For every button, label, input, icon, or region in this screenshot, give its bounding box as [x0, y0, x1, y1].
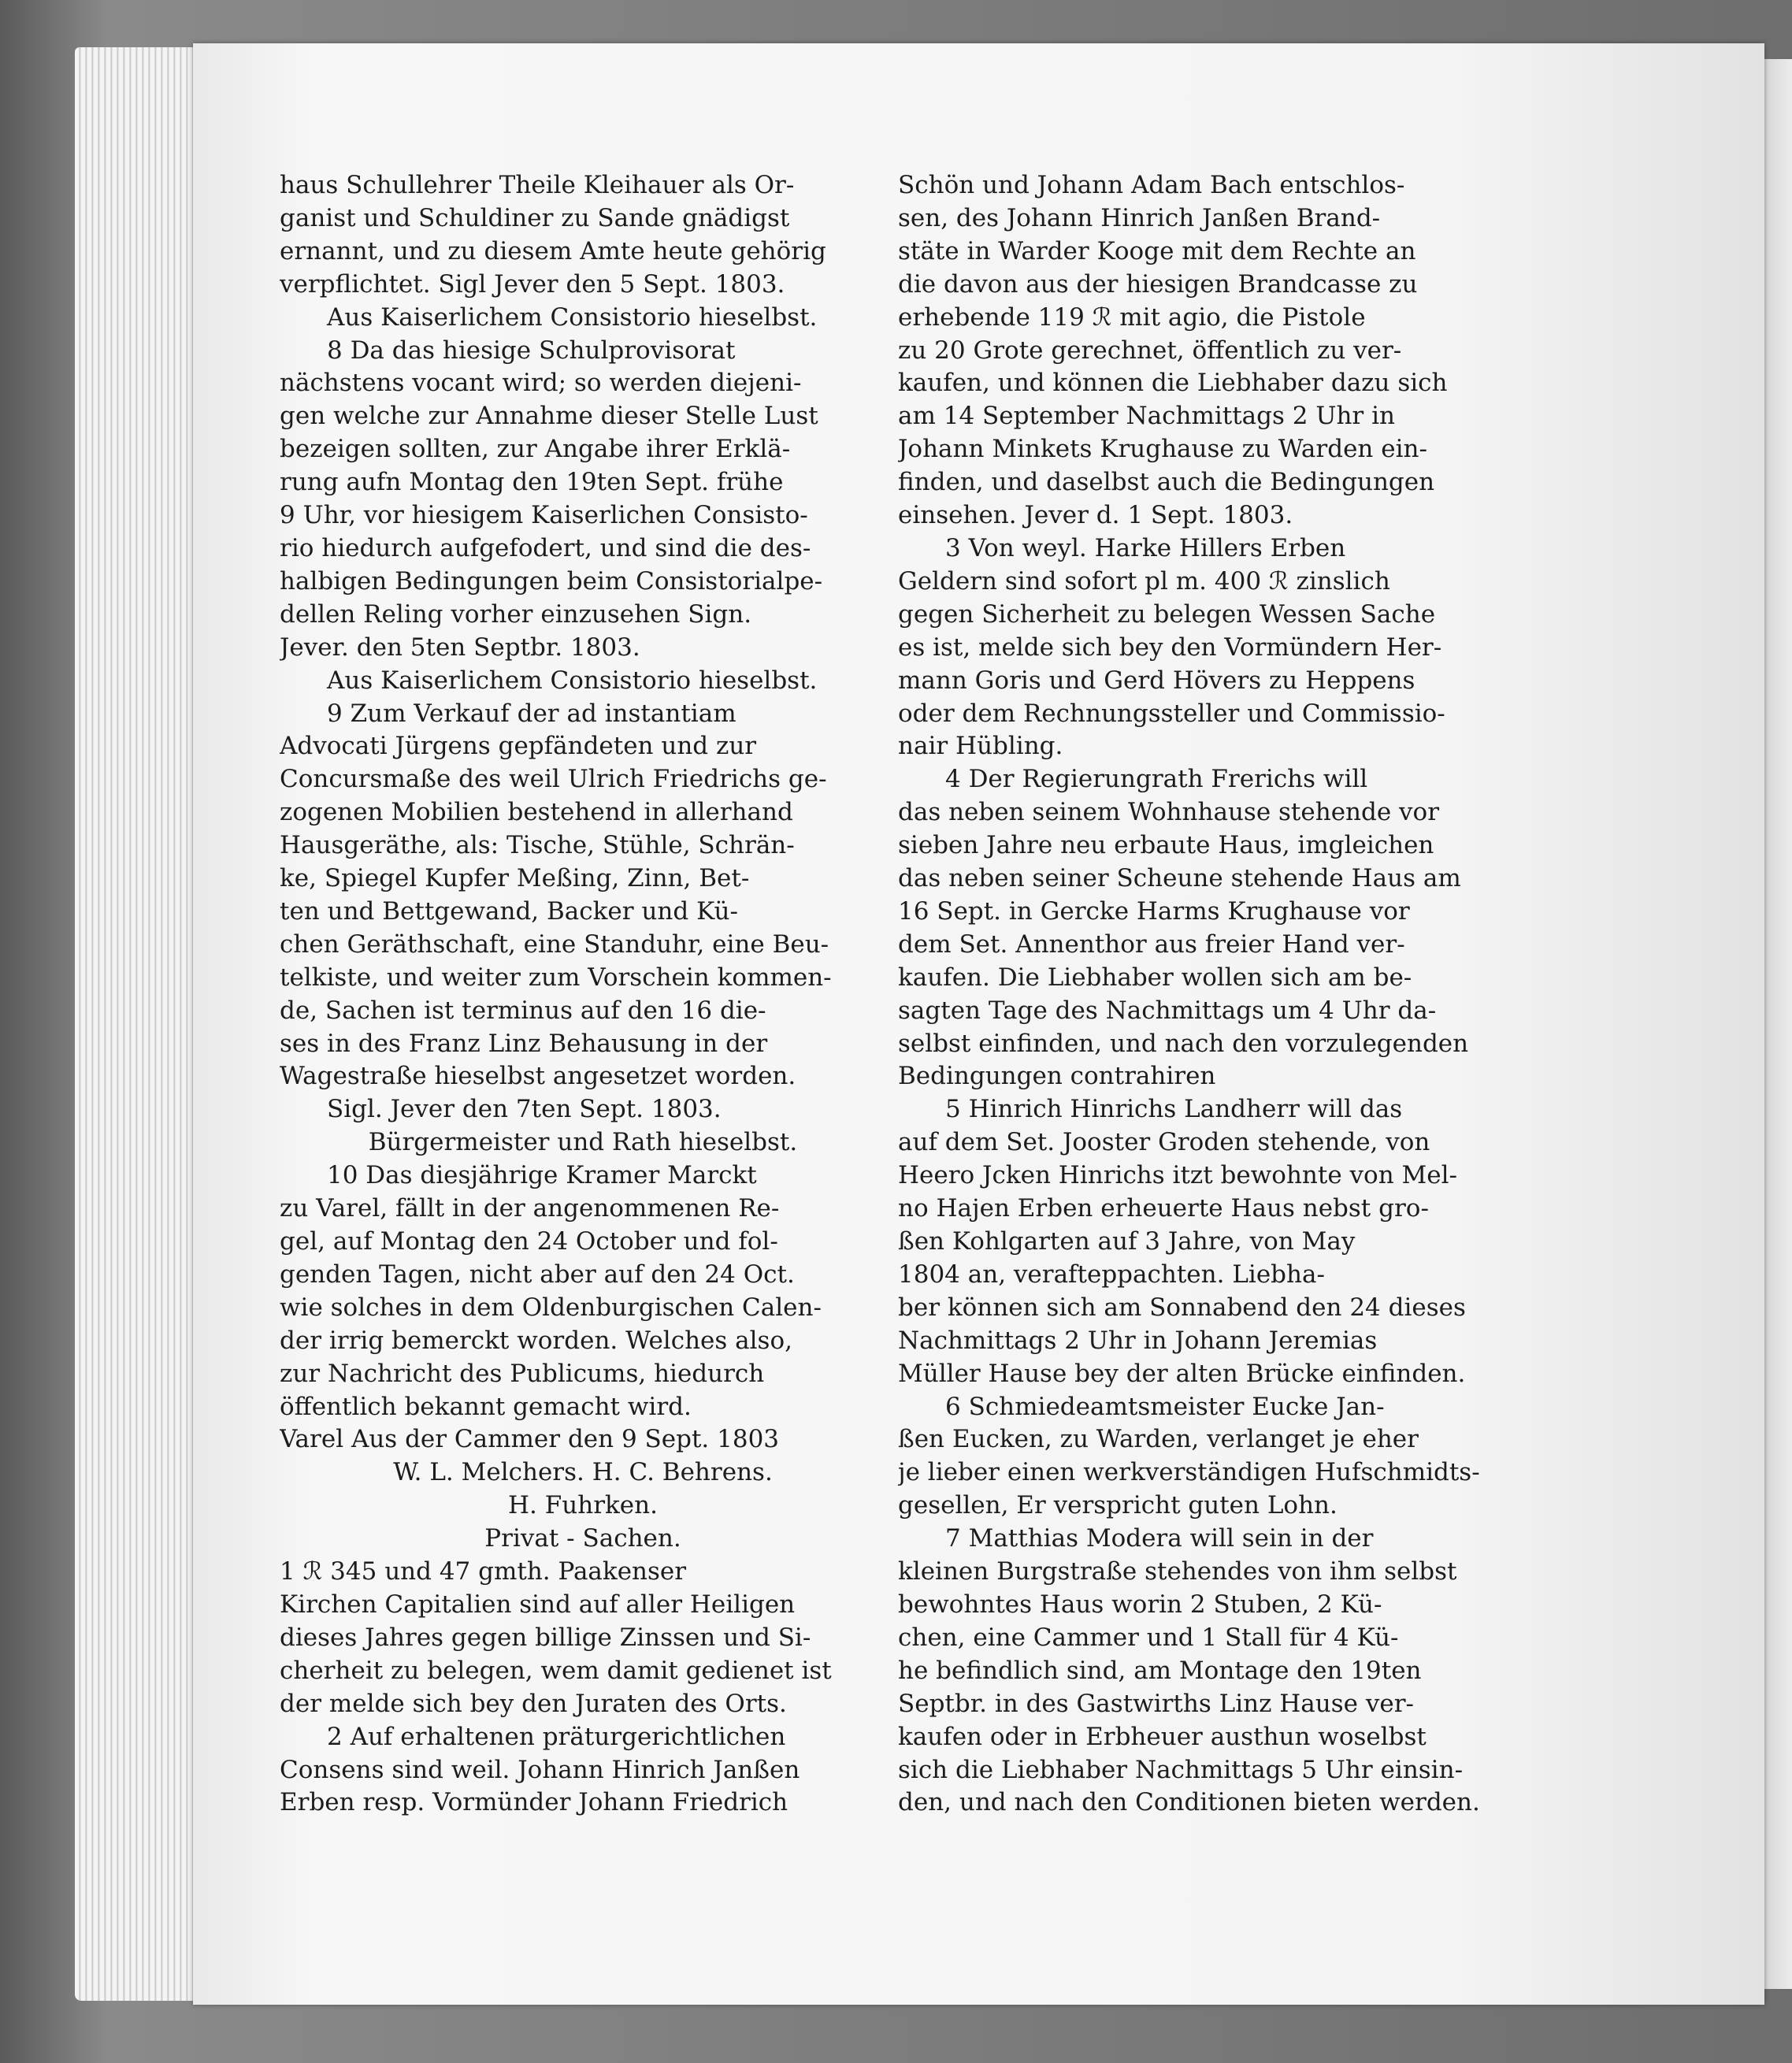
text-line: dem Set. Annenthor aus freier Hand ver- — [898, 929, 1405, 959]
text-line: telkiste, und weiter zum Vorschein kommen- — [280, 963, 832, 992]
text-line: Heero Jcken Hinrichs itzt bewohnte von Mel- — [898, 1161, 1458, 1190]
text-line: zu 20 Grote gerechnet, öffentlich zu ver- — [898, 336, 1402, 365]
text-line: ses in des Franz Linz Behausung in der — [280, 1029, 768, 1058]
text-line: halbigen Bedingungen beim Consistorialpe- — [280, 566, 823, 596]
text-line: gesellen, Er verspricht guten Lohn. — [898, 1491, 1338, 1520]
text-line: kleinen Burgstraße stehendes von ihm selbst — [898, 1557, 1457, 1586]
text-line: ke, Spiegel Kupfer Meßing, Zinn, Bet- — [280, 864, 750, 893]
text-line: das neben seiner Scheune stehende Haus am — [898, 864, 1461, 893]
text-line: ßen Eucken, zu Warden, verlanget je eher — [898, 1425, 1419, 1454]
text-line: 7 Matthias Modera will sein in der — [945, 1524, 1374, 1553]
text-line: 9 Uhr, vor hiesigem Kaiserlichen Consisto- — [280, 501, 808, 530]
text-line: Varel Aus der Cammer den 9 Sept. 1803 — [280, 1425, 780, 1454]
text-line: 5 Hinrich Hinrichs Landherr will das — [945, 1095, 1403, 1124]
text-line: ernannt, und zu diesem Amte heute gehörig — [280, 236, 826, 265]
text-line: bewohntes Haus worin 2 Stuben, 2 Kü- — [898, 1590, 1382, 1619]
text-line: H. Fuhrken. — [508, 1491, 658, 1520]
text-line: einsehen. Jever d. 1 Sept. 1803. — [898, 501, 1293, 530]
text-line: Consens sind weil. Johann Hinrich Janßen — [280, 1755, 800, 1784]
text-line: der irrig bemerckt worden. Welches also, — [280, 1326, 792, 1355]
text-line: chen Geräthschaft, eine Standuhr, eine Beu- — [280, 929, 829, 959]
text-line: 1 ℛ 345 und 47 gmth. Paakenser — [280, 1557, 687, 1586]
text-line: rio hiedurch aufgefodert, und sind die des- — [280, 533, 811, 562]
text-line: kaufen, und können die Liebhaber dazu sich — [898, 369, 1448, 398]
text-line: 9 Zum Verkauf der ad instantiam — [327, 699, 736, 728]
text-line: 8 Da das hiesige Schulprovisorat — [327, 336, 736, 365]
text-line: öffentlich bekannt gemacht wird. — [280, 1392, 692, 1421]
text-line: Erben resp. Vormünder Johann Friedrich — [280, 1788, 788, 1817]
text-line: Septbr. in des Gastwirths Linz Hause ver- — [898, 1689, 1414, 1718]
text-line: Johann Minkets Krughause zu Warden ein- — [898, 435, 1427, 464]
text-line: he befindlich sind, am Montage den 19ten — [898, 1656, 1422, 1685]
text-line: de, Sachen ist terminus auf den 16 die- — [280, 996, 766, 1025]
text-line: Bürgermeister und Rath hieselbst. — [368, 1128, 798, 1157]
text-line: kaufen. Die Liebhaber wollen sich am be- — [898, 963, 1412, 992]
text-line: 1804 an, veraftерpachten. Liebha- — [898, 1260, 1325, 1289]
text-line: selbst einfinden, und nach den vorzulegenden — [898, 1029, 1469, 1058]
text-line: verpflichtet. Sigl Jever den 5 Sept. 1803. — [280, 269, 785, 299]
text-line: Aus Kaiserlichem Consistorio hieselbst. — [327, 302, 818, 332]
text-line: no Hajen Erben erheuerte Haus nebst gro- — [898, 1194, 1429, 1223]
text-line: sich die Liebhaber Nachmittags 5 Uhr einsin- — [898, 1755, 1464, 1784]
text-line: nair Hübling. — [898, 732, 1063, 761]
text-line: gel, auf Montag den 24 October und fol- — [280, 1227, 778, 1256]
text-line: je lieber einen werkverständigen Hufschmidts- — [898, 1458, 1480, 1487]
text-line: rung aufn Montag den 19ten Sept. frühe — [280, 468, 784, 497]
text-line: gegen Sicherheit zu belegen Wessen Sache — [898, 599, 1436, 629]
text-line: stäte in Warder Kooge mit dem Rechte an — [898, 236, 1416, 265]
text-line: 2 Auf erhaltenen präturgerichtlichen — [327, 1722, 786, 1751]
text-line: oder dem Rechnungssteller und Commissio- — [898, 699, 1445, 728]
text-line: Wagestraße hieselbst angesetzet worden. — [280, 1062, 796, 1091]
text-line: chen, eine Cammer und 1 Stall für 4 Kü- — [898, 1623, 1399, 1652]
right-text-column — [898, 169, 1504, 1820]
text-line: das neben seinem Wohnhause stehende vor — [898, 798, 1440, 827]
text-line: bezeigen sollten, zur Angabe ihrer Erklä- — [280, 435, 791, 464]
text-line: Nachmittags 2 Uhr in Johann Jeremias — [898, 1326, 1378, 1355]
text-line: es ist, melde sich bey den Vormündern Her- — [898, 633, 1442, 662]
text-line: 16 Sept. in Gercke Harms Krughause vor — [898, 896, 1410, 926]
text-line: den, und nach den Conditionen bieten werden. — [898, 1788, 1480, 1817]
text-line: W. L. Melchers. H. C. Behrens. — [393, 1458, 773, 1487]
text-line: mann Goris und Gerd Hövers zu Heppens — [898, 666, 1415, 695]
text-line: haus Schullehrer Theile Kleihauer als Or- — [280, 171, 795, 199]
text-line: die davon aus der hiesigen Brandcasse zu — [898, 269, 1418, 299]
text-line: erhebende 119 ℛ mit agio, die Pistole — [898, 302, 1366, 332]
text-line: Geldern sind sofort pl m. 400 ℛ zinslich — [898, 566, 1390, 596]
text-line: Jever. den 5ten Septbr. 1803. — [280, 633, 640, 662]
text-line: dellen Reling vorher einzusehen Sign. — [280, 599, 752, 629]
text-line: sagten Tage des Nachmittags um 4 Uhr da- — [898, 996, 1437, 1025]
text-line: Sigl. Jever den 7ten Sept. 1803. — [327, 1095, 722, 1124]
text-line: gen welche zur Annahme dieser Stelle Lust — [280, 402, 818, 431]
text-line: cherheit zu belegen, wem damit gedienet ist — [280, 1656, 832, 1685]
text-line: finden, und daselbst auch die Bedingungen — [898, 468, 1435, 497]
text-line: am 14 September Nachmittags 2 Uhr in — [898, 402, 1395, 431]
text-line: nächstens vocant wird; so werden diejeni- — [280, 369, 802, 398]
text-line: Advocati Jürgens gepfändeten und zur — [280, 732, 757, 761]
text-line: dieses Jahres gegen billige Zinssen und Si- — [280, 1623, 811, 1652]
text-line: Kirchen Capitalien sind auf aller Heiligen — [280, 1590, 796, 1619]
text-line: Aus Kaiserlichem Consistorio hieselbst. — [327, 666, 818, 695]
text-line: zur Nachricht des Publicums, hiedurch — [280, 1359, 765, 1388]
text-line: 10 Das diesjährige Kramer Marckt — [327, 1161, 757, 1190]
text-line: 3 Von weyl. Harke Hillers Erben — [945, 533, 1346, 562]
text-line: ten und Bettgewand, Backer und Kü- — [280, 896, 738, 926]
text-line: Bedingungen contrahiren — [898, 1062, 1216, 1091]
left-text-column — [280, 169, 886, 1820]
text-line: der melde sich bey den Juraten des Orts. — [280, 1689, 787, 1718]
text-line: sen, des Johann Hinrich Janßen Brand- — [898, 203, 1381, 232]
text-line: Concursmaße des weil Ulrich Friedrichs ge- — [280, 765, 827, 794]
text-line: genden Tagen, nicht aber auf den 24 Oct. — [280, 1260, 795, 1289]
text-line: zogenen Mobilien bestehend in allerhand — [280, 798, 793, 827]
text-line: ber können sich am Sonnabend den 24 dieses — [898, 1293, 1466, 1322]
text-line: 4 Der Regierungrath Frerichs will — [945, 765, 1368, 794]
text-line: 6 Schmiedeamtsmeister Eucke Jan- — [945, 1392, 1385, 1421]
text-line: kaufen oder in Erbheuer austhun woselbst — [898, 1722, 1427, 1751]
text-line: Schön und Johann Adam Bach entschlos- — [898, 171, 1405, 199]
text-line: Müller Hause bey der alten Brücke einfinden. — [898, 1359, 1466, 1388]
text-line: Hausgeräthe, als: Tische, Stühle, Schrän- — [280, 831, 795, 860]
text-line: Privat - Sachen. — [484, 1524, 681, 1553]
facing-page-edge — [1764, 59, 1792, 1989]
text-line: ßen Kohlgarten auf 3 Jahre, von May — [898, 1227, 1356, 1256]
text-line: sieben Jahre neu erbaute Haus, imgleichen — [898, 831, 1434, 860]
text-line: ganist und Schuldiner zu Sande gnädigst — [280, 203, 790, 232]
page-stack-edges — [75, 47, 209, 2001]
text-line: zu Varel, fällt in der angenommenen Re- — [280, 1194, 780, 1223]
text-line: auf dem Set. Jooster Groden stehende, von — [898, 1128, 1430, 1157]
text-line: wie solches in dem Oldenburgischen Calen- — [280, 1293, 822, 1322]
